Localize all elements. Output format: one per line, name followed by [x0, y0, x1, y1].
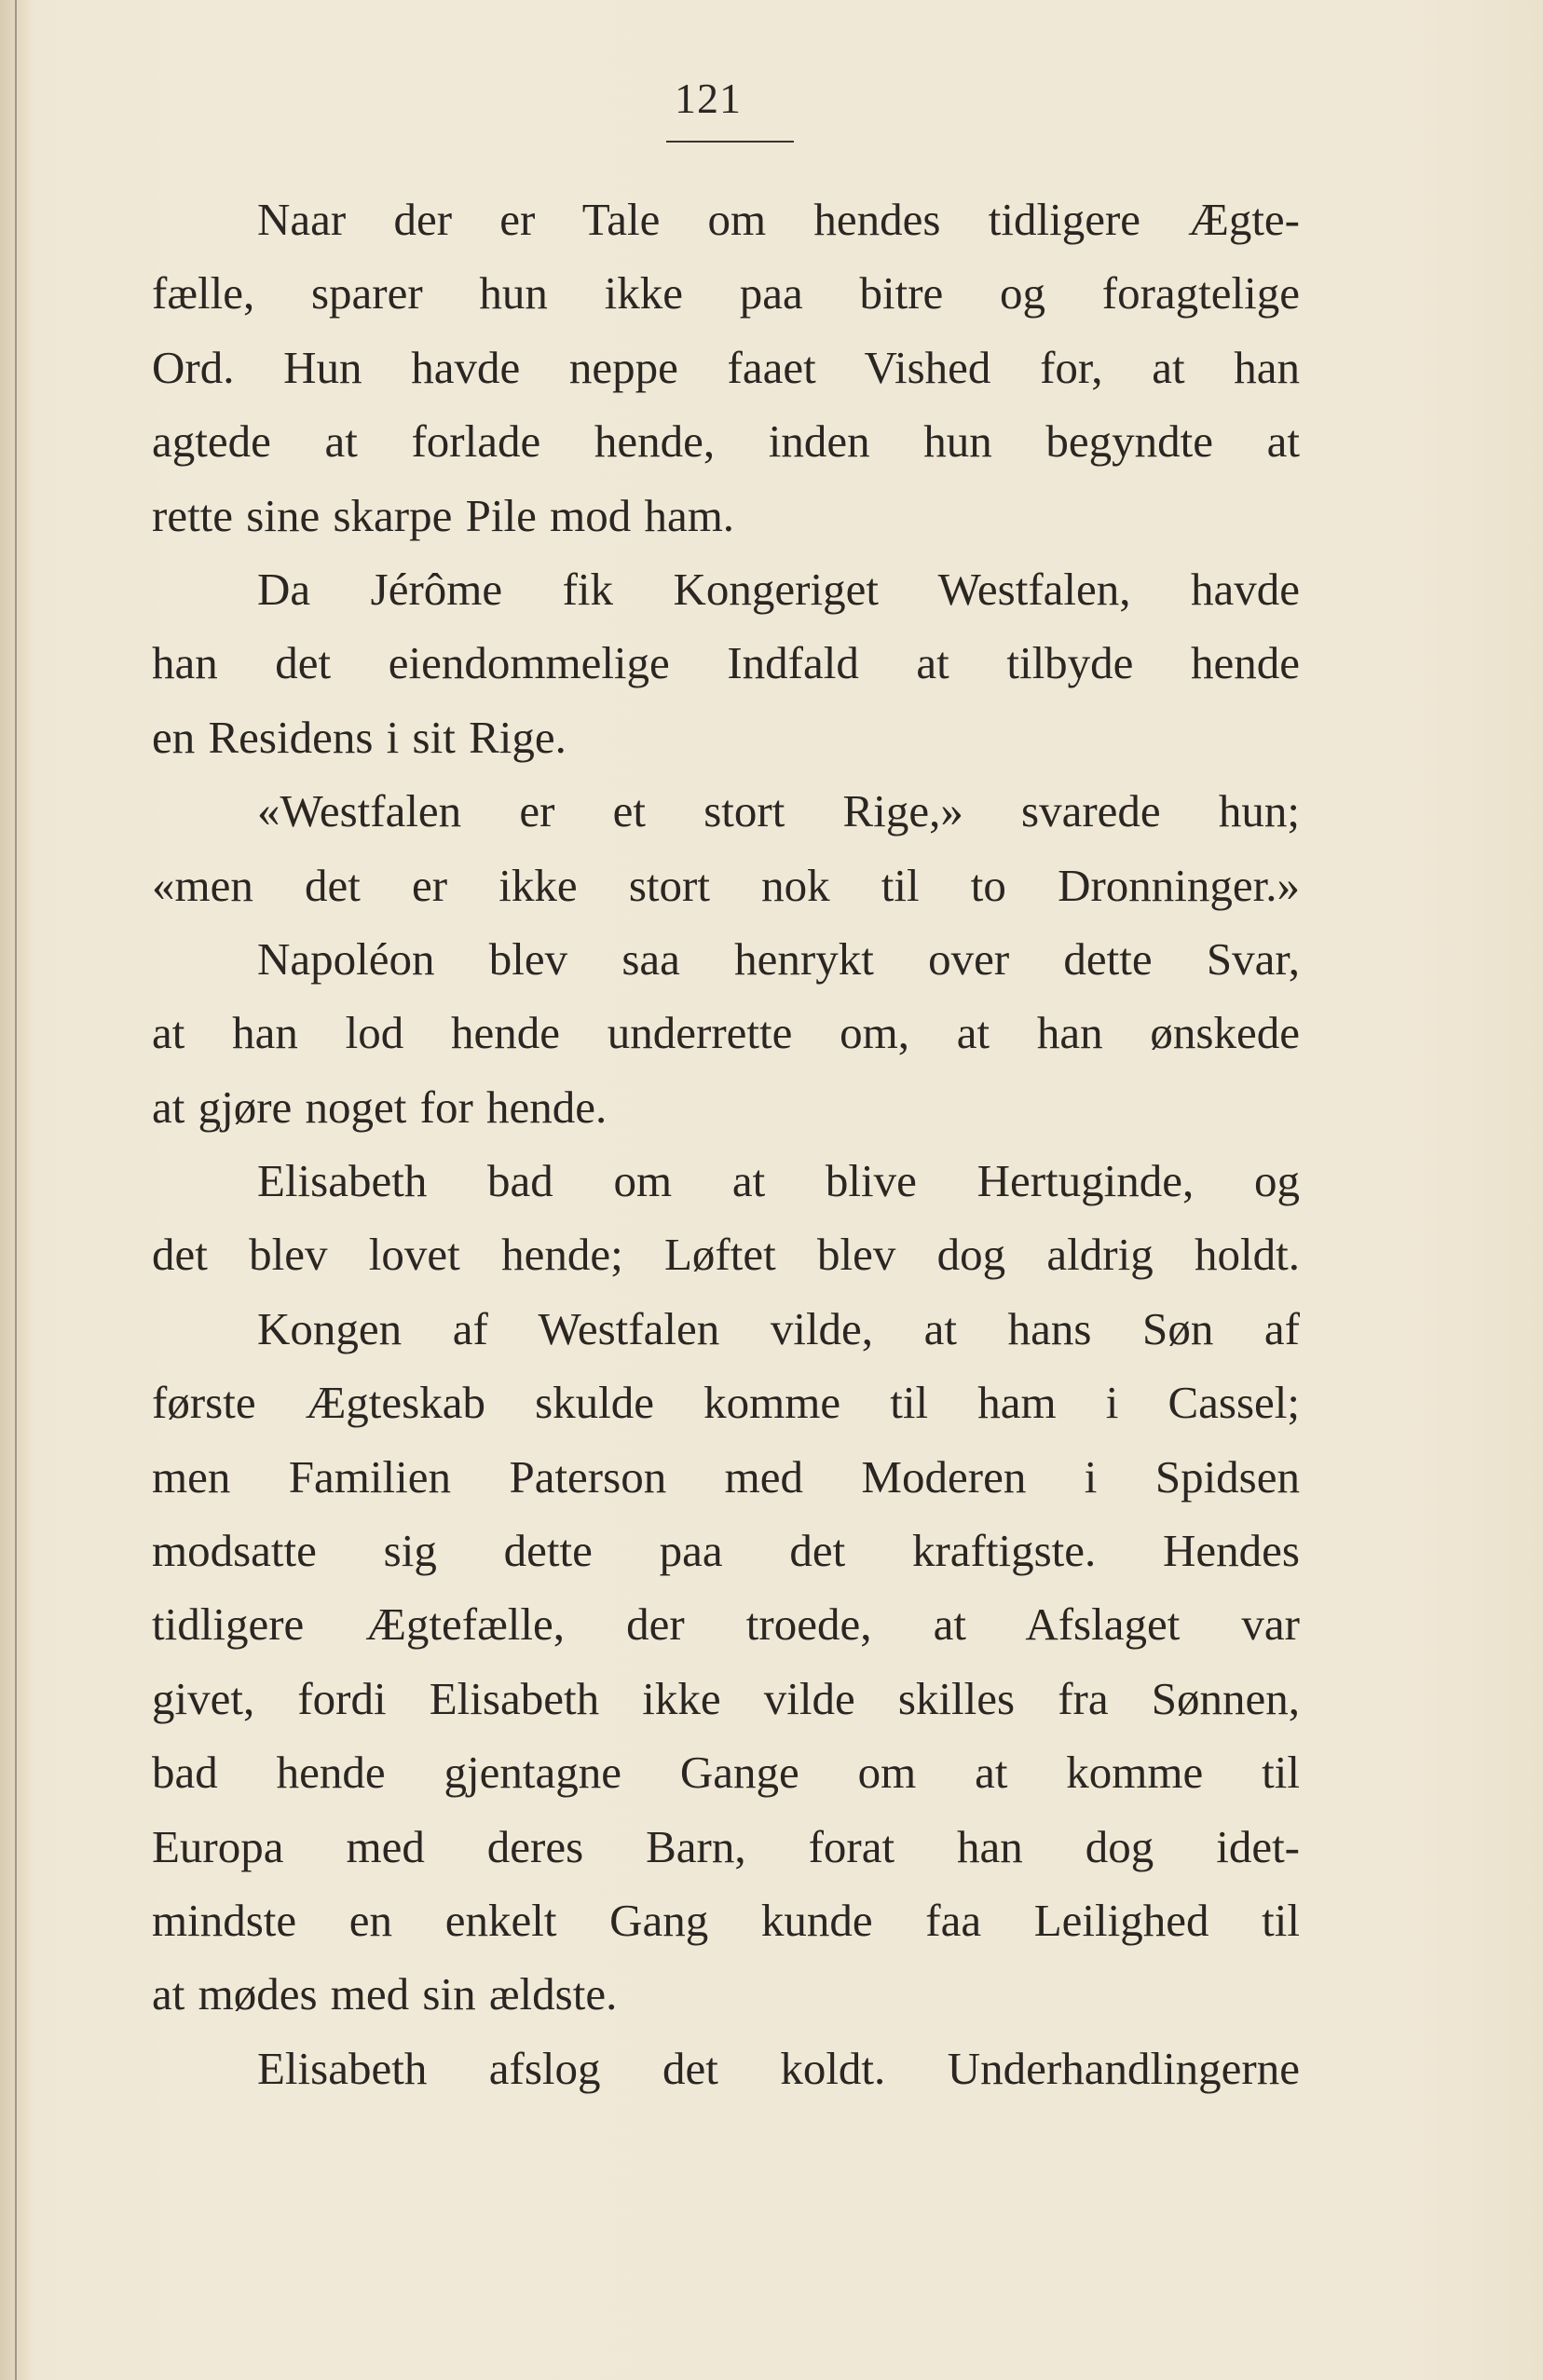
gutter-line	[15, 0, 17, 2380]
text-line: fælle, sparer hun ikke paa bitre og foragtelige	[152, 267, 1300, 320]
text-line: han det eiendommelige Indfald at tilbyde hende	[152, 637, 1300, 689]
text-line: bad hende gjentagne Gange om at komme til	[152, 1747, 1300, 1799]
text-line: agtede at forlade hende, inden hun begyndte at	[152, 415, 1300, 468]
text-line: rette sine skarpe Pile mod ham.	[152, 489, 735, 541]
text-line: Napoléon blev saa henrykt over dette Svar,	[257, 932, 1300, 985]
text-line: Naar der er Tale om hendes tidligere Ægte-	[257, 194, 1300, 245]
page-number: 121	[675, 75, 742, 122]
text-line: tidligere Ægtefælle, der troede, at Afslaget var	[152, 1598, 1300, 1651]
text-line: det blev lovet hende; Løftet blev dog aldrig holdt.	[152, 1229, 1300, 1281]
text-line: Europa med deres Barn, forat han dog idet-	[152, 1820, 1300, 1872]
text-line: en Residens i sit Rige.	[152, 711, 567, 763]
text-line: at gjøre noget for hende.	[152, 1081, 608, 1133]
body-text	[152, 183, 1300, 2105]
text-line: men Familien Paterson med Moderen i Spidsen	[152, 1450, 1300, 1503]
text-line: Elisabeth afslog det koldt. Underhandlingerne	[257, 2042, 1300, 2094]
text-line: at mødes med sin ældste.	[152, 1968, 618, 2020]
text-line: Elisabeth bad om at blive Hertuginde, og	[257, 1155, 1300, 1207]
text-line: at han lod hende underrette om, at han ønskede	[152, 1007, 1300, 1059]
text-line: modsatte sig dette paa det kraftigste. Hendes	[152, 1525, 1300, 1577]
text-line: første Ægteskab skulde komme til ham i Cassel;	[152, 1377, 1300, 1429]
text-line: Kongen af Westfalen vilde, at hans Søn af	[257, 1302, 1300, 1354]
text-line: Da Jérôme fik Kongeriget Westfalen, havde	[257, 563, 1300, 615]
text-line: givet, fordi Elisabeth ikke vilde skilles fra Sønnen,	[152, 1672, 1300, 1724]
text-line: Ord. Hun havde neppe faaet Vished for, at han	[152, 341, 1300, 393]
text-line: «Westfalen er et stort Rige,» svarede hun;	[257, 785, 1300, 837]
text-line: mindste en enkelt Gang kunde faa Leilighed til	[152, 1894, 1300, 1946]
page-number-rule	[666, 141, 794, 143]
text-line: «men det er ikke stort nok til to Dronninger.»	[152, 859, 1300, 911]
